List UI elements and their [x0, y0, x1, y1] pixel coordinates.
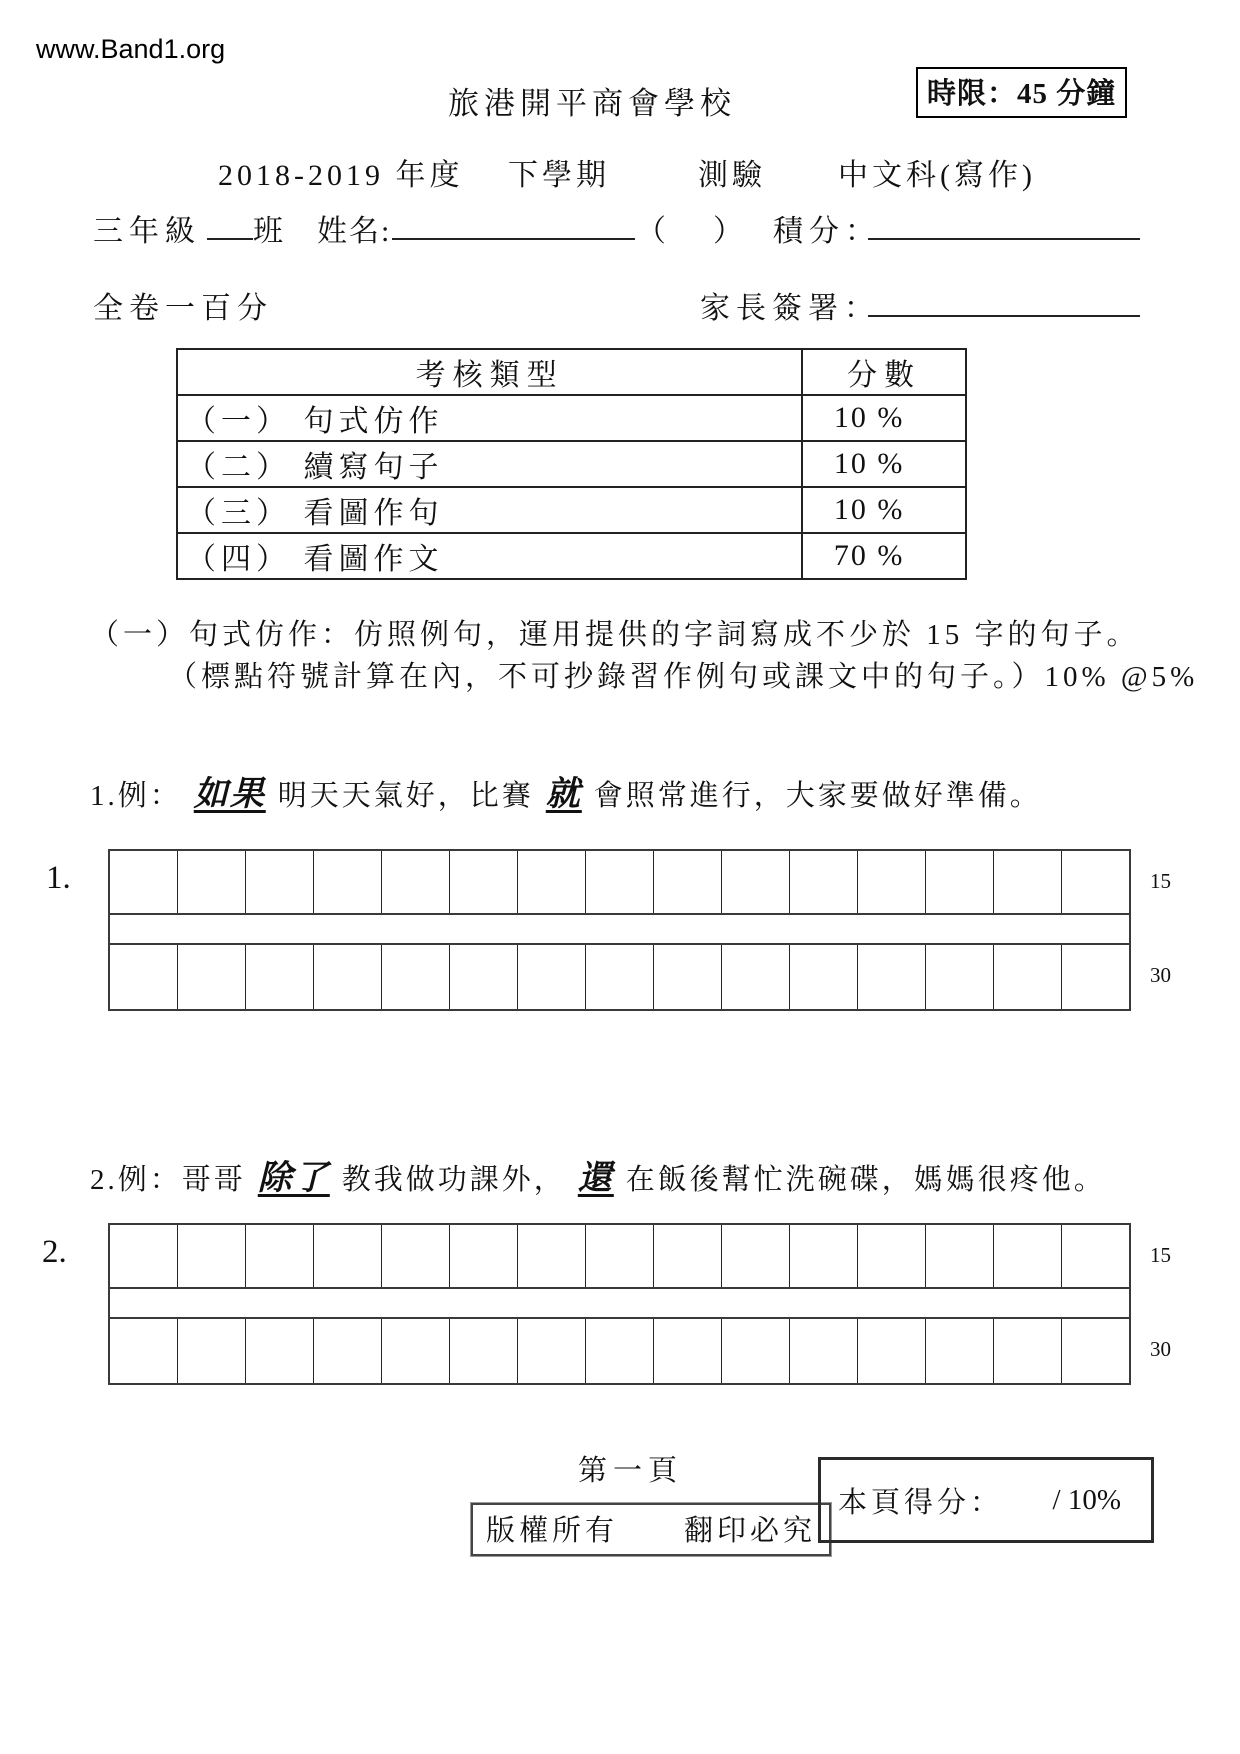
marks-label: 積分： — [773, 215, 881, 248]
writing-cell — [858, 1225, 926, 1287]
writing-cell — [722, 945, 790, 1009]
time-limit-box: 時限：45 分鐘 — [916, 67, 1127, 118]
answer-grid-2 — [108, 1223, 1131, 1385]
writing-cell — [586, 1319, 654, 1383]
example2-post: 在飯後幫忙洗碗碟，媽媽很疼他。 — [625, 1164, 1106, 1196]
assessment-score-table — [176, 348, 967, 580]
writing-cell — [450, 1319, 518, 1383]
parent-sign-label: 家長簽署： — [700, 292, 880, 325]
example1-middle: 明天天氣好，比賽 — [277, 780, 534, 812]
writing-cell — [518, 1319, 586, 1383]
writing-cell — [382, 1225, 450, 1287]
writing-cell — [1062, 1319, 1129, 1383]
writing-cell — [926, 851, 994, 913]
exam-subject: 中文科(寫作) — [838, 159, 1036, 192]
writing-cell — [858, 851, 926, 913]
table-cell-score: 10 % — [802, 487, 966, 533]
writing-cell — [178, 1225, 246, 1287]
name-label: 姓名: — [317, 215, 392, 248]
question1-number-label: 1. — [46, 860, 71, 896]
writing-cell — [994, 1319, 1062, 1383]
name-blank-field — [392, 212, 635, 240]
page-number-label: 第一頁 — [578, 1455, 684, 1487]
table-row — [177, 533, 966, 579]
table-row — [177, 395, 966, 441]
parent-sign-blank-field — [868, 289, 1140, 317]
example2-keyword-1: 除了 — [257, 1160, 330, 1197]
writing-cell — [654, 1319, 722, 1383]
grid2-band — [110, 1289, 1129, 1319]
table-cell-category: （三） 看圖作句 — [177, 487, 802, 533]
writing-cell — [518, 851, 586, 913]
writing-cell — [1062, 945, 1129, 1009]
writing-cell — [654, 1225, 722, 1287]
class-number-paren-open: （ — [636, 215, 672, 248]
table-header-row — [177, 349, 966, 395]
writing-cell — [926, 945, 994, 1009]
writing-cell — [790, 1319, 858, 1383]
example2-keyword-2: 還 — [577, 1160, 614, 1197]
table-cell-score: 10 % — [802, 441, 966, 487]
writing-cell — [586, 851, 654, 913]
example2-label: 2.例： — [90, 1164, 182, 1196]
char-count-30-label-q1: 30 — [1150, 963, 1171, 987]
writing-cell — [654, 851, 722, 913]
school-name: 旅港開平商會學校 — [448, 86, 736, 121]
writing-cell — [654, 945, 722, 1009]
page-score-label: 本頁得分： — [838, 1486, 1004, 1519]
class-number-paren-close: ） — [713, 215, 749, 248]
writing-cell — [790, 851, 858, 913]
writing-cell — [178, 1319, 246, 1383]
marks-blank-field — [868, 212, 1140, 240]
example-sentence-1 — [90, 766, 1042, 815]
writing-cell — [926, 1319, 994, 1383]
writing-cell — [450, 945, 518, 1009]
table-cell-category: （四） 看圖作文 — [177, 533, 802, 579]
exam-type: 測驗 — [698, 159, 766, 192]
section1-instruction-line1: （一）句式仿作：仿照例句，運用提供的字詞寫成不少於 15 字的句子。 — [90, 619, 1140, 651]
example1-keyword-2: 就 — [545, 776, 582, 813]
table-cell-score: 10 % — [802, 395, 966, 441]
table-cell-category: （二） 續寫句子 — [177, 441, 802, 487]
writing-cell — [994, 851, 1062, 913]
table-header-score: 分數 — [802, 349, 966, 395]
writing-cell — [450, 851, 518, 913]
writing-cell — [722, 1319, 790, 1383]
writing-cell — [722, 1225, 790, 1287]
grade-label: 三年級 — [93, 215, 201, 248]
writing-cell — [178, 851, 246, 913]
writing-cell — [246, 1225, 314, 1287]
example1-label: 1.例： — [90, 780, 182, 812]
grid1-band — [110, 915, 1129, 945]
class-blank-field — [207, 212, 253, 240]
writing-cell — [994, 1225, 1062, 1287]
writing-cell — [586, 1225, 654, 1287]
writing-cell — [1062, 1225, 1129, 1287]
full-marks-label: 全卷一百分 — [93, 292, 273, 325]
writing-cell — [858, 945, 926, 1009]
writing-cell — [178, 945, 246, 1009]
writing-cell — [314, 1225, 382, 1287]
grid2-row1 — [110, 1225, 1129, 1289]
grid1-row2 — [110, 945, 1129, 1009]
writing-cell — [382, 945, 450, 1009]
copyright-box: 版權所有 翻印必究 — [471, 1503, 831, 1556]
exam-year: 2018-2019 年度 — [218, 159, 464, 192]
writing-cell — [722, 851, 790, 913]
writing-cell — [314, 945, 382, 1009]
writing-cell — [246, 945, 314, 1009]
page-score-value: / 10% — [1052, 1483, 1121, 1516]
example2-middle: 教我做功課外， — [341, 1164, 566, 1196]
page-score-box — [818, 1457, 1154, 1543]
example2-pre: 哥哥 — [181, 1164, 246, 1196]
writing-cell — [586, 945, 654, 1009]
writing-cell — [382, 1319, 450, 1383]
writing-cell — [518, 1225, 586, 1287]
site-watermark: www.Band1.org — [36, 34, 226, 64]
writing-cell — [994, 945, 1062, 1009]
writing-cell — [110, 851, 178, 913]
writing-cell — [790, 1225, 858, 1287]
writing-cell — [450, 1225, 518, 1287]
writing-cell — [110, 1225, 178, 1287]
table-header-category: 考核類型 — [177, 349, 802, 395]
writing-cell — [518, 945, 586, 1009]
writing-cell — [314, 1319, 382, 1383]
writing-cell — [246, 851, 314, 913]
char-count-30-label-q2: 30 — [1150, 1337, 1171, 1361]
char-count-15-label-q1: 15 — [1150, 869, 1171, 893]
exam-term: 下學期 — [508, 159, 610, 192]
writing-cell — [110, 1319, 178, 1383]
table-cell-category: （一） 句式仿作 — [177, 395, 802, 441]
table-cell-score: 70 % — [802, 533, 966, 579]
writing-cell — [858, 1319, 926, 1383]
example1-post: 會照常進行，大家要做好準備。 — [593, 780, 1042, 812]
example-sentence-2 — [90, 1150, 1106, 1199]
answer-grid-1 — [108, 849, 1131, 1011]
char-count-15-label-q2: 15 — [1150, 1243, 1171, 1267]
grid2-row2 — [110, 1319, 1129, 1383]
question2-number-label: 2. — [42, 1234, 67, 1270]
writing-cell — [1062, 851, 1129, 913]
section1-instruction-line2: （標點符號計算在內，不可抄錄習作例句或課文中的句子。）10% @5% — [168, 661, 1199, 693]
writing-cell — [790, 945, 858, 1009]
class-suffix-label: 班 — [253, 215, 289, 248]
writing-cell — [382, 851, 450, 913]
writing-cell — [110, 945, 178, 1009]
writing-cell — [246, 1319, 314, 1383]
example1-keyword-1: 如果 — [193, 776, 266, 813]
grid1-row1 — [110, 851, 1129, 915]
table-row — [177, 441, 966, 487]
writing-cell — [926, 1225, 994, 1287]
table-row — [177, 487, 966, 533]
writing-cell — [314, 851, 382, 913]
